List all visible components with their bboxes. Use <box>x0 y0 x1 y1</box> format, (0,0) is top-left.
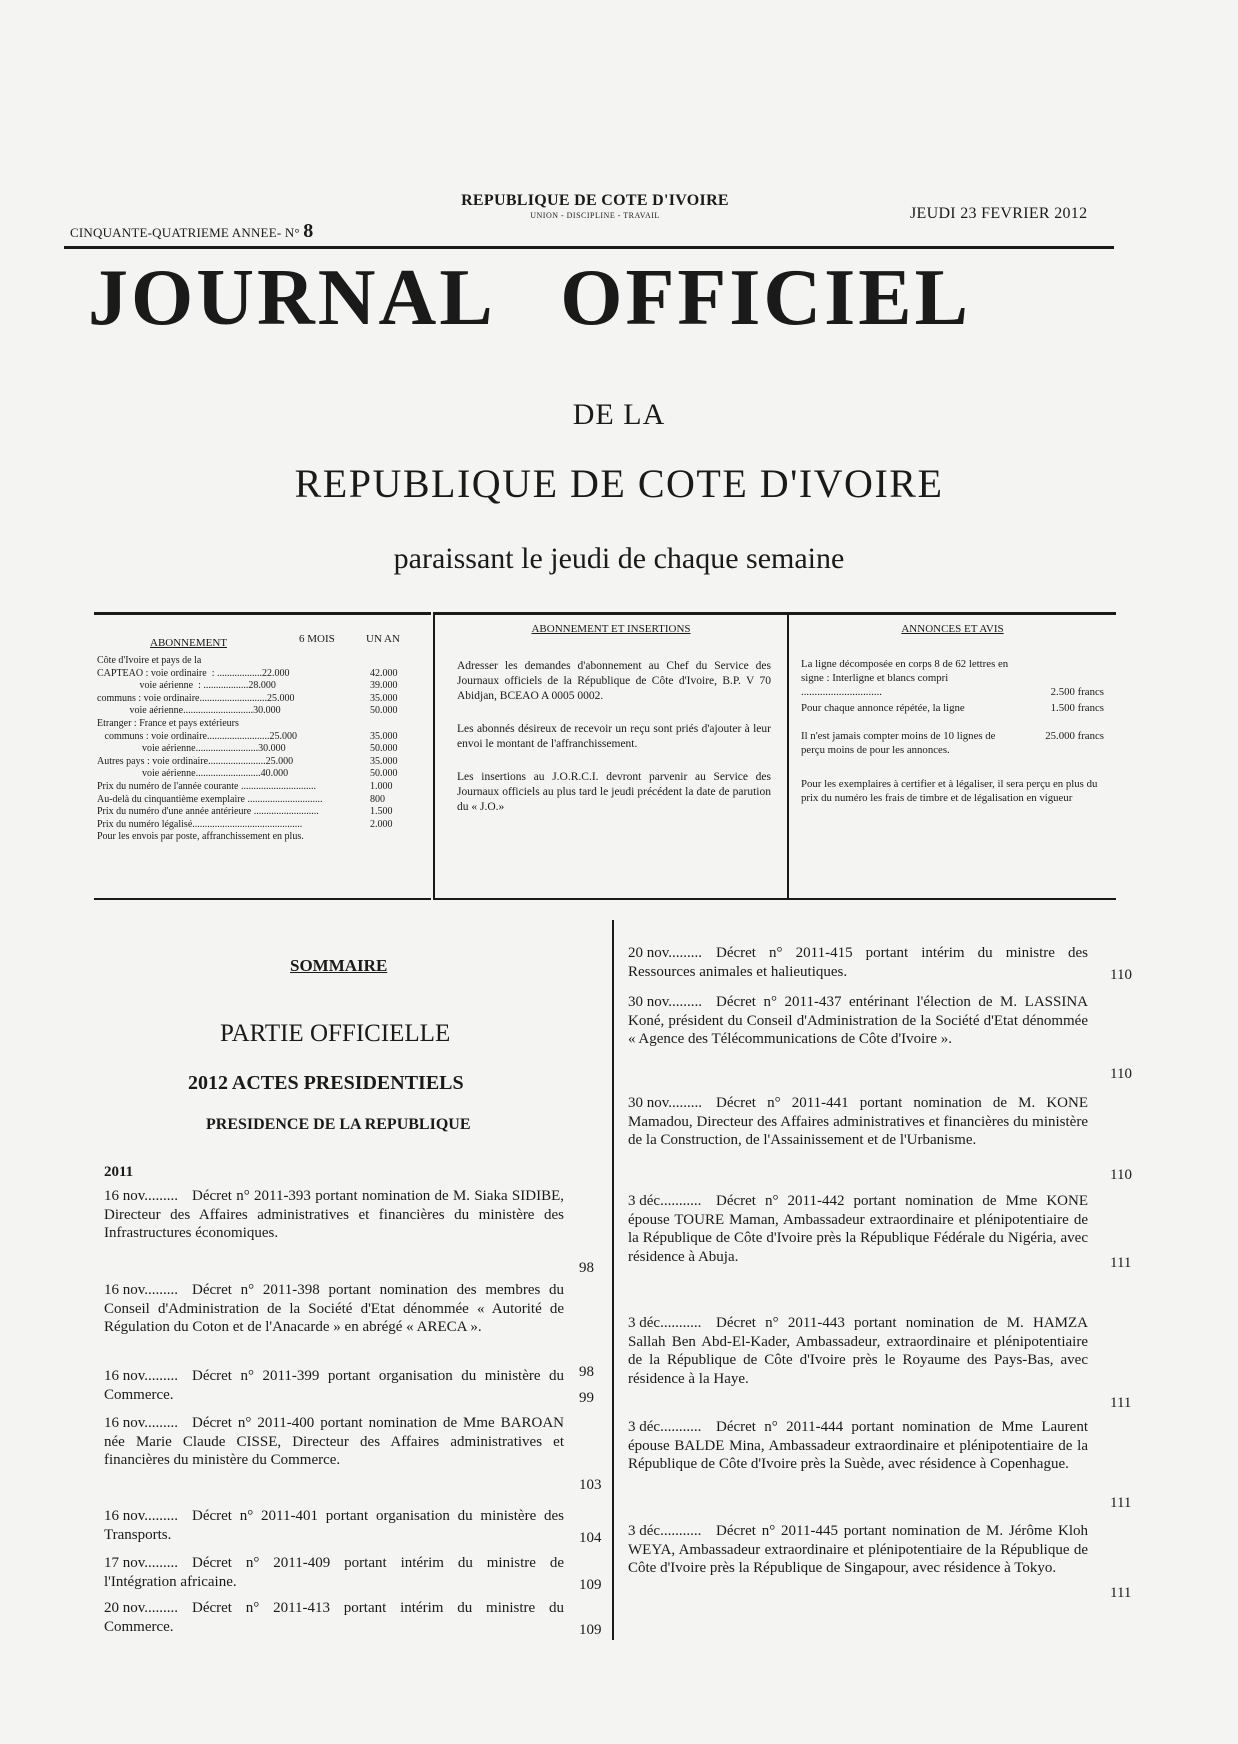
sommaire-entry <box>104 1554 602 1593</box>
entry-text: Décret n° 2011-401 portant organisation du ministère des Transports. <box>104 1508 564 1543</box>
abonnement-row-label: Côte d'Ivoire et pays de la <box>97 655 202 666</box>
entry-date: 20 nov......... <box>104 1600 179 1616</box>
abonnement-row-label: voie aérienne..........................40.000 <box>97 768 289 780</box>
abonnement-row-annual: 35.000 <box>370 755 398 767</box>
annonces-p3-amount: 25.000 francs <box>1045 730 1104 742</box>
entry-text: Décret n° 2011-441 portant nomination de M. KONE Mamadou, Directeur des Affaires administratives et financières du ministère de la Construction, de l'Assainissement et de l'Urbanisme. <box>628 1095 1088 1148</box>
entry-text: Décret n° 2011-398 portant nomination des membres du Conseil d'Administration de la Société d'Etat dénommée « Autorité de Régulation du Coton et de l'Anacarde » en abrégé « ARECA ». <box>104 1282 564 1335</box>
abonnement-row-label: CAPTEAO : voie ordinaire : ..................22.000 <box>97 667 290 679</box>
entry-page-number: 110 <box>1110 1167 1132 1183</box>
abonnement-row <box>94 781 431 794</box>
annee-label: CINQUANTE-QUATRIEME ANNEE- N° <box>70 225 300 240</box>
abonnement-box <box>94 612 431 900</box>
abonnement-row-annual: 1.500 <box>370 806 393 818</box>
masthead-center <box>430 192 760 220</box>
column-divider <box>612 920 614 1640</box>
insertions-p1: Adresser les demandes d'abonnement au Chef du Service des Journaux officiels de la République de Côte d'Ivoire, B.P. V 70 Abidjan, BCEAO A 0005 0002. <box>457 660 771 702</box>
entry-page-number: 98 <box>579 1364 594 1380</box>
abonnement-rows <box>94 655 431 844</box>
abonnement-row-label: Prix du numéro d'une année antérieure .......................... <box>97 806 319 818</box>
entry-date: 3 déc........... <box>628 1315 702 1331</box>
entry-page-number: 98 <box>579 1260 594 1276</box>
abonnement-row-annual: 35.000 <box>370 730 398 742</box>
abonnement-row-label: Autres pays : voie ordinaire.......................25.000 <box>97 755 294 767</box>
abonnement-row <box>94 693 431 706</box>
entry-text: Décret n° 2011-409 portant intérim du ministre de l'Intégration africaine. <box>104 1555 564 1590</box>
entry-date: 3 déc........... <box>628 1523 702 1539</box>
abonnement-row <box>94 806 431 819</box>
entry-text: Décret n° 2011-399 portant organisation du ministère du Commerce. <box>104 1368 564 1403</box>
abonnement-row-label: Prix du numéro de l'année courante .............................. <box>97 780 316 792</box>
sommaire-entry <box>104 1281 594 1380</box>
journal-title: JOURNAL OFFICIEL <box>88 254 971 342</box>
sommaire-entry <box>104 1599 602 1638</box>
annonces-p2-amount: 1.500 francs <box>1050 702 1104 714</box>
abonnement-row-annual: 2.000 <box>370 818 393 830</box>
insertions-header: ABONNEMENT ET INSERTIONS <box>531 623 691 635</box>
partie-officielle: PARTIE OFFICIELLE <box>220 1020 451 1047</box>
entry-text: Décret n° 2011-415 portant intérim du ministre des Ressources animales et halieutiques. <box>628 945 1088 980</box>
sommaire-entry <box>628 1522 1132 1601</box>
abonnement-row <box>94 668 431 681</box>
sommaire-entry <box>628 993 1132 1082</box>
abonnement-row-label: voie aérienne.........................30.000 <box>97 743 286 755</box>
entry-date: 17 nov......... <box>104 1555 179 1571</box>
insertions-p2: Les abonnés désireux de recevoir un reçu sont priés d'ajouter à leur envoi le montant de l'affranchissement. <box>457 723 771 750</box>
abonnement-row-annual: 1.000 <box>370 780 393 792</box>
entry-text: Décret n° 2011-437 entérinant l'élection de M. LASSINA Koné, président du Conseil d'Administration de la Société d'Etat dénommée « Agence des Télécommunications de Côte d'Ivoire ». <box>628 994 1088 1047</box>
sommaire-entry <box>628 1094 1132 1183</box>
devise: UNION - DISCIPLINE - TRAVAIL <box>530 211 660 220</box>
entry-text: Décret n° 2011-442 portant nomination de Mme KONE épouse TOURE Maman, Ambassadeur extraordinaire et plénipotentiaire de la République de Côte d'Ivoire près la République Fédérale du Nigéria, avec résidence à Abuja. <box>628 1193 1088 1265</box>
entry-date: 30 nov......... <box>628 994 703 1010</box>
abonnement-row <box>94 794 431 807</box>
abonnement-row <box>94 680 431 693</box>
presidence-heading: PRESIDENCE DE LA REPUBLIQUE <box>206 1116 471 1133</box>
numero: 8 <box>303 220 314 242</box>
actes-presidentiels: 2012 ACTES PRESIDENTIELS <box>188 1072 464 1094</box>
annonces-p2: Pour chaque annonce répétée, la ligne <box>801 702 965 714</box>
entry-date: 16 nov......... <box>104 1282 179 1298</box>
entry-page-number: 111 <box>1110 1255 1132 1271</box>
insertions-p3: Les insertions au J.O.R.C.I. devront parvenir au Service des Journaux officiels au plus tard le jeudi précédent la date de parution du « J.O.» <box>457 771 771 813</box>
entry-date: 30 nov......... <box>628 1095 703 1111</box>
year-heading: 2011 <box>104 1164 134 1180</box>
entry-page-number: 99 <box>579 1390 594 1406</box>
annonces-header: ANNONCES ET AVIS <box>901 623 1004 635</box>
abonnement-row-annual: 800 <box>370 793 385 805</box>
entry-page-number: 110 <box>1110 967 1132 983</box>
entry-text: Décret n° 2011-393 portant nomination de M. Siaka SIDIBE, Directeur des Affaires administratives et financières du ministère des Infrastructures économiques. <box>104 1188 564 1241</box>
issue-date: JEUDI 23 FEVRIER 2012 <box>910 205 1088 222</box>
entry-date: 3 déc........... <box>628 1419 702 1435</box>
annonces-p4: Pour les exemplaires à certifier et à légaliser, il sera perçu en plus du prix du numéro les frais de timbre et de légalisation en vigueur <box>801 778 1098 804</box>
abonnement-row <box>94 768 431 781</box>
republique-title: REPUBLIQUE DE COTE D'IVOIRE <box>294 461 944 506</box>
abonnement-row-label: Prix du numéro légalisé............................................ <box>97 818 303 830</box>
abonnement-header: ABONNEMENT <box>150 637 227 649</box>
entry-page-number: 110 <box>1110 1066 1132 1082</box>
abonnement-row <box>94 705 431 718</box>
annonces-p1-amount: 2.500 francs <box>1050 686 1104 698</box>
parution-line: paraissant le jeudi de chaque semaine <box>393 542 845 575</box>
sommaire-entry <box>628 1418 1132 1511</box>
annonces-p1: La ligne décomposée en corps 8 de 62 lettres en signe : Interligne et blancs compri .............................. <box>801 658 1009 698</box>
abonnement-row-label: voie aérienne : ..................28.000 <box>97 680 276 692</box>
entry-text: Décret n° 2011-443 portant nomination de M. HAMZA Sallah Ben Abd-El-Kader, Ambassadeur, extraordinaire et plénipotentiaire de la République de Côte d'Ivoire près le Royaume des Pays-Bas, avec résidence à la Haye. <box>628 1315 1088 1387</box>
abonnement-row-label: Etranger : France et pays extérieurs <box>97 717 239 729</box>
abonnement-row-annual: 42.000 <box>370 667 398 679</box>
abonnement-row <box>94 731 431 744</box>
entry-page-number: 111 <box>1110 1585 1132 1601</box>
entry-page-number: 103 <box>579 1477 602 1493</box>
entry-page-number: 109 <box>579 1622 602 1638</box>
abonnement-row-label: communs : voie ordinaire.........................25.000 <box>97 730 297 742</box>
sommaire-entry <box>628 1192 1132 1271</box>
entry-text: Décret n° 2011-413 portant intérim du ministre du Commerce. <box>104 1600 564 1635</box>
sommaire-entry <box>104 1187 594 1276</box>
col-6mois: 6 MOIS <box>299 633 335 645</box>
abonnement-row <box>94 831 431 844</box>
republique-label: REPUBLIQUE DE COTE D'IVOIRE <box>461 192 729 209</box>
entry-text: Décret n° 2011-445 portant nomination de M. Jérôme Kloh WEYA, Ambassadeur extraordinaire et plénipotentiaire de la République de Côte d'Ivoire près la République de Singapour, avec résidence à Tokyo. <box>628 1523 1088 1576</box>
abonnement-row-annual: 39.000 <box>370 680 398 692</box>
col-an: UN AN <box>366 633 400 645</box>
entry-text: Décret n° 2011-400 portant nomination de Mme BAROAN née Marie Claude CISSE, Directeur des Affaires administratives et financières du ministère du Commerce. <box>104 1415 564 1468</box>
sommaire-entry <box>628 1314 1132 1411</box>
abonnement-row <box>94 819 431 832</box>
abonnement-row-label: communs : voie ordinaire...........................25.000 <box>97 692 295 704</box>
sommaire-entry <box>104 1507 602 1546</box>
entry-date: 20 nov......... <box>628 945 703 961</box>
abonnement-row-label: Pour les envois par poste, affranchissement en plus. <box>97 831 304 843</box>
entry-date: 16 nov......... <box>104 1188 179 1204</box>
entry-page-number: 111 <box>1110 1395 1132 1411</box>
entry-page-number: 109 <box>579 1577 602 1593</box>
entry-page-number: 104 <box>579 1530 602 1546</box>
issue-number <box>70 220 313 243</box>
de-la: DE LA <box>572 398 666 431</box>
sommaire-entry <box>104 1414 602 1493</box>
abonnement-row <box>94 718 431 731</box>
sommaire-entry <box>628 944 1132 983</box>
entry-date: 16 nov......... <box>104 1368 179 1384</box>
entry-date: 3 déc........... <box>628 1193 702 1209</box>
abonnement-row-annual: 50.000 <box>370 768 398 780</box>
entry-date: 16 nov......... <box>104 1415 179 1431</box>
abonnement-row-annual: 50.000 <box>370 743 398 755</box>
abonnement-row-label: voie aérienne............................30.000 <box>97 705 281 717</box>
abonnement-row <box>94 756 431 769</box>
abonnement-row <box>94 655 431 668</box>
abonnement-row-annual: 35.000 <box>370 692 398 704</box>
abonnement-row-label: Au-delà du cinquantième exemplaire .............................. <box>97 793 323 805</box>
entry-date: 16 nov......... <box>104 1508 179 1524</box>
abonnement-row-annual: 50.000 <box>370 705 398 717</box>
insertions-box <box>433 612 787 900</box>
sommaire-title: SOMMAIRE <box>290 956 388 975</box>
abonnement-row <box>94 743 431 756</box>
entry-page-number: 111 <box>1110 1495 1132 1511</box>
annonces-box <box>787 612 1116 900</box>
masthead-rule <box>64 246 1114 249</box>
entry-text: Décret n° 2011-444 portant nomination de Mme Laurent épouse BALDE Mina, Ambassadeur extraordinaire et plénipotentiaire de la République de Côte d'Ivoire près la Suède, avec résidence à Copenhague. <box>628 1419 1088 1472</box>
annonces-p3: Il n'est jamais compter moins de 10 lignes de perçu moins de pour les annonces. <box>801 730 996 756</box>
